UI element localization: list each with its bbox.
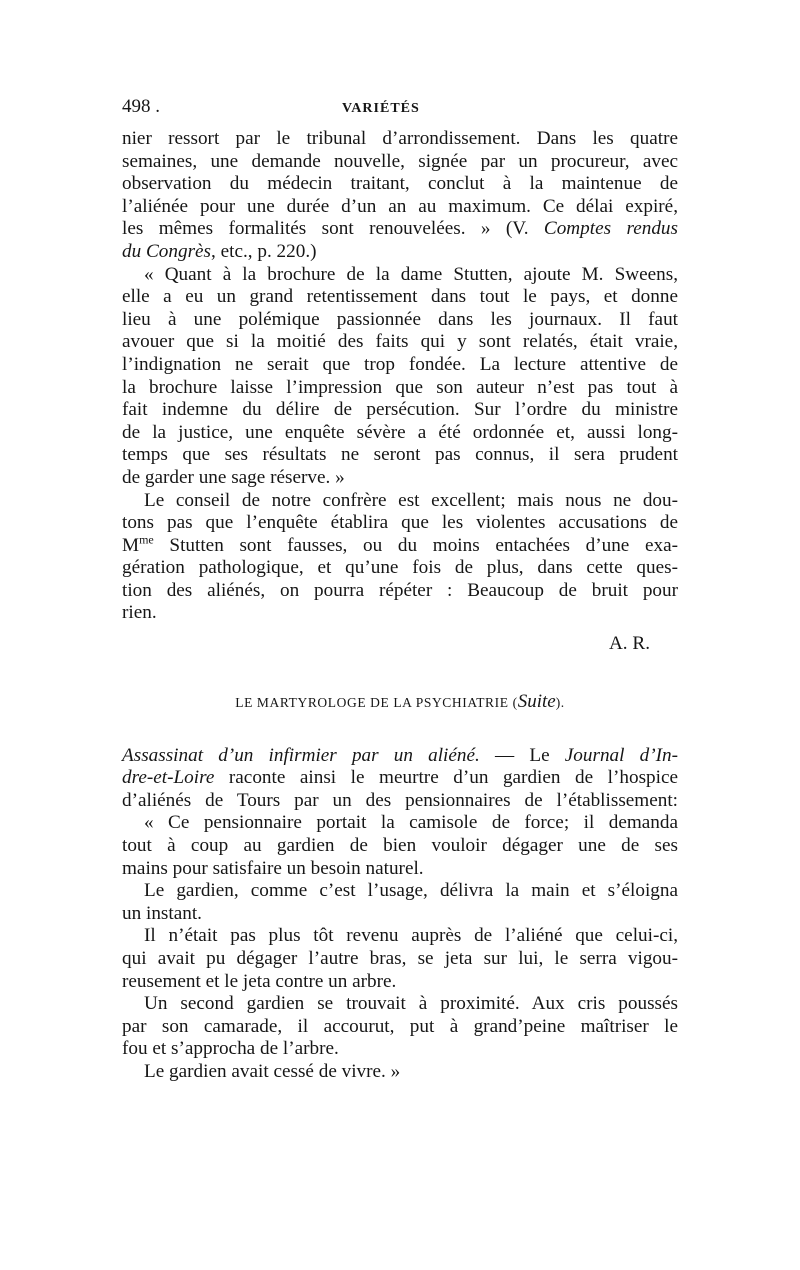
text-line: tion des aliénés, on pourra répéter : Beaucoup de bruit pour — [122, 579, 678, 601]
text-line: nier ressort par le tribunal d’arrondissement. Dans les quatre — [122, 128, 678, 149]
text-line: dre-et-Loire raconte ainsi le meurtre d’un gardien de l’hospice — [122, 767, 678, 789]
paragraph-1 — [122, 128, 678, 264]
page-number: 498 . — [122, 96, 160, 117]
paragraph-5 — [122, 812, 678, 880]
italic-heading: Assassinat d’un infirmier par un aliéné. — [122, 744, 480, 766]
text-line: Le conseil de notre confrère est excellent; mais nous ne dou- — [144, 489, 678, 511]
italic-reference: Comptes rendus — [543, 218, 678, 240]
paragraph-9 — [122, 1061, 678, 1084]
signature: A. R. — [608, 633, 650, 655]
text-line: avouer que si la moitié des faits qui y sont relatés, était vraie, — [122, 331, 678, 353]
text-line: tons pas que l’enquête établira que les violentes accusations de — [122, 512, 678, 534]
paragraph-2 — [122, 264, 678, 490]
superscript: me — [139, 532, 154, 547]
text-line: observation du médecin traitant, conclut à la maintenue de — [122, 173, 678, 195]
text-line: fou et s’approcha de l’arbre. — [122, 1038, 339, 1060]
running-title: VARIÉTÉS — [342, 101, 420, 116]
text-line: la brochure laisse l’impression que son auteur n’est pas tout à — [122, 376, 678, 398]
italic-reference: Journal d’In- — [564, 744, 679, 766]
paragraph-4 — [122, 745, 678, 813]
text-line: « Quant à la brochure de la dame Stutten, ajoute M. Sweens, — [144, 263, 678, 285]
text-line: l’indignation ne serait que trop fondée. La lecture attentive de — [122, 353, 678, 375]
running-head — [122, 96, 678, 120]
text-line: l’aliénée pour une durée d’un an au maximum. Ce délai expiré, — [122, 195, 678, 217]
italic-reference: dre-et-Loire — [122, 767, 215, 789]
text-line: par son camarade, il accourut, put à grand’peine maîtriser le — [122, 1015, 678, 1037]
book-page — [122, 96, 678, 1084]
text-line: elle a eu un grand retentissement dans tout le pays, et donne — [122, 286, 678, 308]
text-line: de la justice, une enquête sévère a été ordonnée et, aussi long- — [122, 421, 678, 443]
text-line: Le gardien avait cessé de vivre. » — [144, 1060, 401, 1082]
text-line: un instant. — [122, 902, 202, 924]
text-line: lieu à une polémique passionnée dans les journaux. Il faut — [122, 308, 678, 330]
text-line: les mêmes formalités sont renouvelées. » (V. Comptes rendus — [122, 218, 678, 240]
text-line: mains pour satisfaire un besoin naturel. — [122, 857, 424, 879]
text-line: qui avait pu dégager l’autre bras, se jeta sur lui, le serra vigou- — [122, 948, 678, 969]
text-line: gération pathologique, et qu’une fois de plus, dans cette ques- — [122, 557, 678, 579]
text-line: reusement et le jeta contre un arbre. — [122, 970, 397, 992]
text-line: Assassinat d’un infirmier par un aliéné. — Le Journal d’In- — [122, 744, 679, 766]
text-line: temps que ses résultats ne seront pas connus, il sera prudent — [122, 444, 678, 466]
paragraph-7 — [122, 925, 678, 993]
paragraph-8 — [122, 993, 678, 1061]
text-line: $M^{me}$ Stutten sont fausses, ou du moins entachées d’une exa- — [122, 532, 678, 556]
text-line: rien. — [122, 602, 157, 624]
paragraph-3 — [122, 490, 678, 626]
text-line: Le gardien, comme c’est l’usage, délivra la main et s’éloigna — [144, 880, 678, 902]
text-line: semaines, une demande nouvelle, signée par un procureur, avec — [122, 150, 678, 172]
text-line: tout à coup au gardien de bien vouloir dégager une de ses — [122, 835, 678, 857]
text-line: du Congrès, etc., p. 220.) — [122, 240, 317, 262]
text-line: fait indemne du délire de persécution. Sur l’ordre du ministre — [122, 399, 678, 421]
text-line: de garder une sage réserve. » — [122, 466, 345, 488]
text-line: d’aliénés de Tours par un des pensionnaires de l’établissement: — [122, 789, 678, 811]
italic-reference: du Congrès — [122, 240, 212, 262]
section-title: LE MARTYROLOGE DE LA PSYCHIATRIE (Suite). — [235, 691, 565, 713]
paragraph-6 — [122, 880, 678, 925]
text-line: Il n’était pas plus tôt revenu auprès de l’aliéné que celui-ci, — [144, 925, 678, 947]
text-line: « Ce pensionnaire portait la camisole de force; il demanda — [144, 812, 678, 834]
text-line: Un second gardien se trouvait à proximité. Aux cris poussés — [144, 993, 678, 1015]
